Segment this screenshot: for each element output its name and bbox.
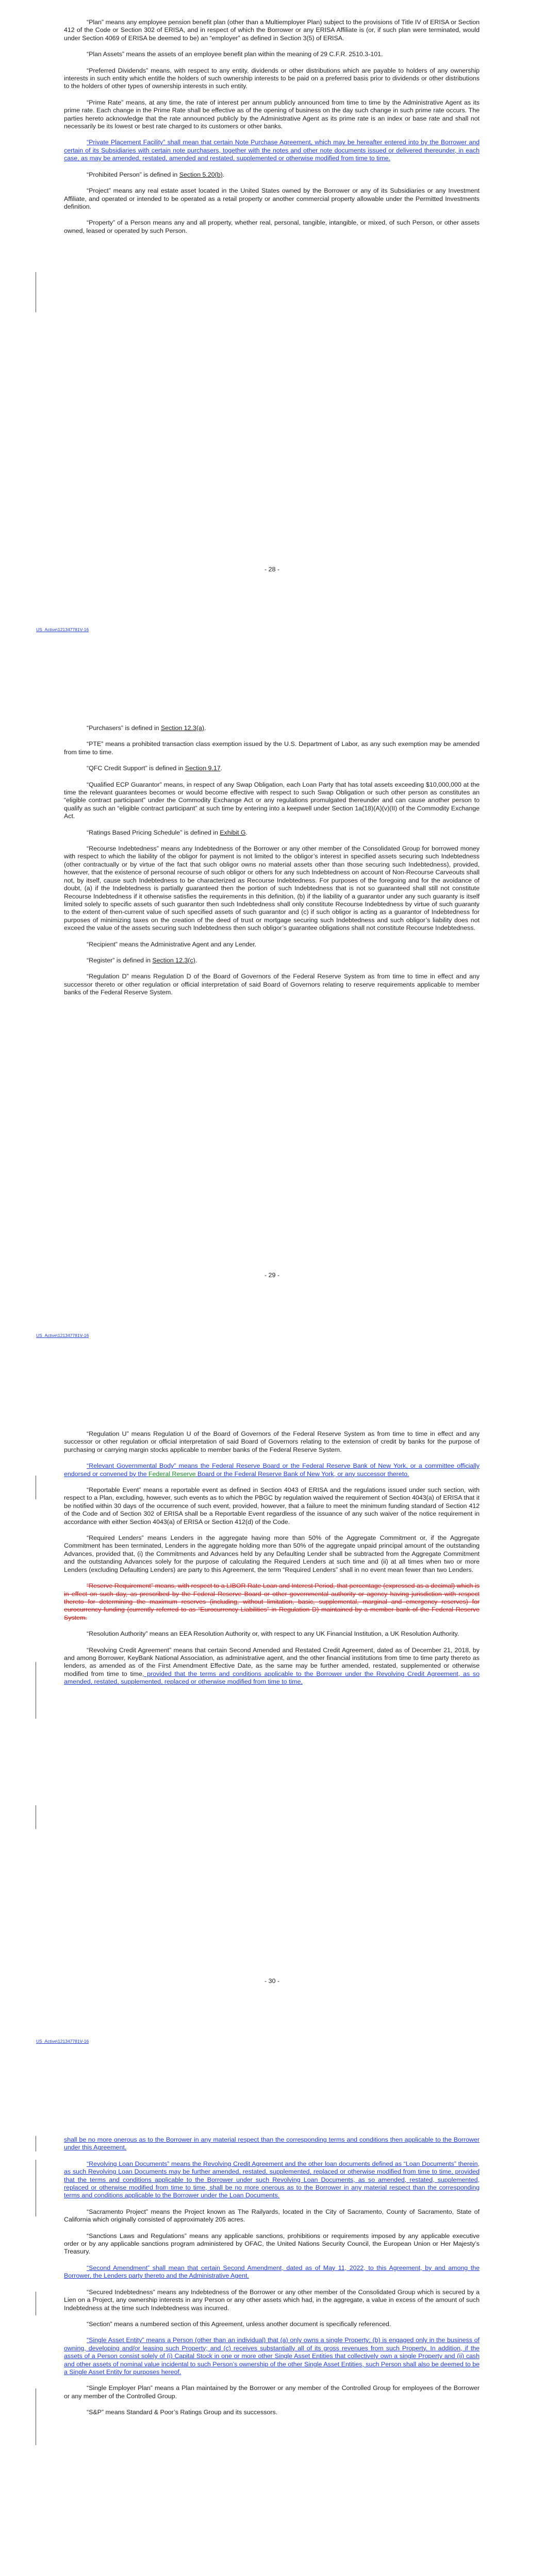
page-number: - 30 - — [265, 1977, 279, 1985]
definition-paragraph — [64, 765, 480, 772]
definition-paragraph — [64, 67, 480, 91]
page-31 — [0, 2117, 544, 2576]
page-31-content — [64, 2136, 480, 2425]
definition-paragraph — [64, 1462, 480, 1478]
definition-paragraph — [64, 99, 480, 131]
text-segment: “S&P” means Standard & Poor’s Ratings Group and its successors. — [87, 2409, 278, 2416]
text-segment: “Regulation U” means Regulation U of the Board of Governors of the Federal Reserve System as from time to time in effect and any successor or other regulation or official interpretation of said Board of Governors relating to the extension of credit by banks for the purpose of purchasing or carrying margin stocks applicable to member banks of the Federal Reserve System. — [64, 1430, 480, 1453]
text-segment: “Plan” means any employee pension benefit plan (other than a Multiemployer Plan) subject to the provisions of Title IV of ERISA or Section 412 of the Code or Section 302 of ERISA, and in respect of which the Borrower or any ERISA Affiliate is (or, if such plan were terminated, would under Section 4069 of ERISA be deemed to be) an “employer” as defined in Section 3(5) of ERISA. — [64, 19, 480, 42]
page-number: - 29 - — [265, 1272, 279, 1279]
page-29-content — [64, 724, 480, 1005]
text-segment: . — [245, 828, 248, 836]
text-segment: “Regulation D” means Regulation D of the Board of Governors of the Federal Reserve System as from time to time in effect and any successor thereto or other regulation or official interpretation of said Board of Governors relating to reserve requirements applicable to member banks of the Federal Reserve System. — [64, 973, 480, 996]
definition-paragraph — [64, 2336, 480, 2376]
doc-footer-id[interactable]: US_Active\121347781V-16 — [36, 627, 89, 632]
definition-paragraph — [64, 2289, 480, 2312]
definition-paragraph — [64, 2136, 480, 2152]
definition-paragraph — [64, 740, 480, 756]
definition-paragraph — [64, 957, 480, 964]
definition-paragraph — [64, 19, 480, 42]
definition-paragraph — [64, 941, 480, 948]
definition-paragraph — [64, 1486, 480, 1526]
text-segment: “Reportable Event” means a reportable event as defined in Section 4043 of ERISA and the regulations issued under such section, with respect to a Plan, excluding, however, such events as to which the PBGC by regulation waived the requirement of Section 4043(a) of ERISA that it be notified within 30 days of the occurrence of such event, provided, however, that a failure to meet the minimum funding standard of Section 412 of the Code and of Section 302 of ERISA shall be a Reportable Event regardless of the issuance of any such waiver of the notice requirement in accordance with either Section 4043(a) of ERISA or Section 412(d) of the Code. — [64, 1486, 480, 1526]
text-segment: “Recourse Indebtedness” means any Indebtedness of the Borrower or any other member of the Consolidated Group for borrowed money with respect to which the liability of the obligor for payment is not limited to the obligor’s interest in specified assets securing such Indebtedness (other contractually or by virtue of the fact that such obligor owns no material assets other than those securing such Indebtedness), provided, however, that the existence of personal recourse of such obligor or others for any such Indebtedness on account of Non-Recourse Carveouts shall not, by itself, cause such Indebtedness to be characterized as Recourse Indebtedness. For purposes of the foregoing and for the avoidance of doubt, (a) if the Indebtedness is partially guaranteed then the portion of such Indebtedness that is not so guaranteed shall still not constitute Recourse Indebtedness if it otherwise satisfies the requirements in this definition, (b) if the liability of a guarantor under any such guaranty is itself limited solely to specific assets of such guarantor then such Indebtedness shall only constitute Recourse Indebtedness by virtue of such guaranty to the extent of then-current value of such specified assets of such guarantor and (c) if such obligor is acting as a guarantor of Indebtedness for purposes of minimizing taxes on the creation of the deed of trust or mortgage securing such Indebtedness and such obligor’s liability does not exceed the value of the assets securing such Indebtedness then such obligor’s guarantee obligations shall not constitute Recourse Indebtedness. — [64, 845, 480, 932]
doc-footer-id[interactable]: US_Active\121347781V-16 — [36, 1333, 89, 1338]
definition-paragraph — [64, 2384, 480, 2400]
inserted-text: , provided that the terms and conditions applicable to the Borrower under the Revolving Credit Agreement, as so amended, restated, supplemented, replaced or otherwise modified from time to time, — [64, 1670, 480, 1686]
section-reference: Section 12.3(a) — [160, 724, 204, 732]
text-segment: “QFC Credit Support” is defined in — [87, 765, 185, 772]
text-segment: “Sacramento Project” means the Project known as The Railyards, located in the City of Sacramento, County of Sacramento, State of California which originally consisted of approximately 205 acres. — [64, 2208, 480, 2224]
text-segment: “Single Employer Plan” means a Plan maintained by the Borrower or any member of the Controlled Group for employees of the Borrower or any member of the Controlled Group. — [64, 2384, 480, 2400]
definition-paragraph — [64, 1430, 480, 1454]
definition-paragraph — [64, 1630, 480, 1638]
text-segment: . — [204, 724, 206, 732]
definition-paragraph — [64, 139, 480, 162]
text-segment: “Qualified ECP Guarantor” means, in respect of any Swap Obligation, each Loan Party that has total assets exceeding $10,000,000 at the time the relevant guarantees becomes or would become effective with respect to such Swap Obligation or such other person as constitutes an “eligible contract participant” under the Commodity Exchange Act or any regulations promulgated thereunder and can cause another person to qualify as such an “eligible contract participant” at such time by entering into a keepwell under Section 1a(18)(A)(v)(II) of the Commodity Exchange Act. — [64, 781, 480, 820]
definition-paragraph — [64, 2409, 480, 2416]
definition-paragraph — [64, 973, 480, 996]
text-segment: . — [220, 765, 223, 772]
page-number: - 28 - — [265, 566, 279, 573]
definition-paragraph — [64, 829, 480, 837]
text-segment: “Project” means any real estate asset located in the United States owned by the Borrower or any of its Subsidiaries or any Investment Affiliate, and operated or intended to be operated as a retail property or another commercial property allowable under the Permitted Investments definition. — [64, 187, 480, 210]
doc-footer-id[interactable]: US_Active\121347781V-16 — [36, 2039, 89, 2044]
text-segment: “Recipient” means the Administrative Agent and any Lender. — [87, 940, 257, 948]
section-reference: Exhibit G — [220, 828, 246, 836]
definition-paragraph — [64, 2264, 480, 2280]
definition-paragraph — [64, 1582, 480, 1622]
page-30 — [0, 1412, 544, 2117]
page-30-content — [64, 1430, 480, 1694]
text-segment: “Required Lenders” means Lenders in the aggregate having more than 50% of the Aggregate Commitment or, if the Aggregate Commitment has been terminated, Lenders in the aggregate holding more than 50% of the aggregate unpaid principal amount of the outstanding Advances, provided that, (i) the Commitments and Advances held by any Defaulting Lender shall be subtracted from the Aggregate Commitment and the outstanding Advances solely for the purpose of calculating the Required Lenders at such time and (ii) at all times when two or more Lenders (excluding Defaulting Lenders) are party to this Agreement, the term “Required Lenders” shall in no event mean fewer than two Lenders. — [64, 1534, 480, 1573]
definition-paragraph — [64, 187, 480, 211]
text-segment: “Secured Indebtedness” means any Indebtedness of the Borrower or any other member of the Consolidated Group which is secured by a Lien on a Project, any ownership interests in any Person or any other assets which had, in the aggregate, a value in excess of the amount of such Indebtedness at the time such Indebtedness was incurred. — [64, 2288, 480, 2312]
text-segment: “Register” is defined in — [87, 956, 153, 964]
text-segment: . — [195, 956, 197, 964]
inserted-text: “Relevant Governmental Body” means the Federal Reserve Board or the Federal Reserve Bank of New York, or a committee officially endorsed or convened by the — [64, 1462, 480, 1478]
text-segment: “Plan Assets” means the assets of an employee benefit plan within the meaning of 29 C.F.R. 2510.3-101. — [87, 50, 383, 58]
section-reference: Section 5.20(b) — [179, 171, 223, 178]
page-28 — [0, 0, 544, 706]
definition-paragraph — [64, 2232, 480, 2256]
text-segment: . — [222, 171, 225, 178]
inserted-text: “Private Placement Facility” shall mean that certain Note Purchase Agreement, which may be hereafter entered into by the Borrower and certain of its Subsidiaries with certain note purchasers, together with the notes and other note documents issued or delivered thereunder, in each case, as may be amended, restated, amended and restated, supplemented or otherwise modified from time to time. — [64, 139, 480, 162]
text-segment: “Section” means a numbered section of this Agreement, unless another document is specifically referenced. — [87, 2320, 391, 2328]
inserted-text: “Single Asset Entity” means a Person (other than an individual) that (a) only owns a single Property; (b) is engaged only in the business of owning, developing and/or leasing such Property; and (c) receives substantially all of its gross revenues from such Property. In addition, if the assets of a Person consist solely of (i) Capital Stock in one or more other Single Asset Entities that collectively own a single Property and (ii) cash and other assets of nominal value incidental to such Person’s ownership of the other Single Asset Entities, such Person shall also be deemed to be a Single Asset Entity for purposes hereof. — [64, 2336, 480, 2376]
text-segment: “Prohibited Person” is defined in — [87, 171, 179, 178]
text-segment: “Resolution Authority” means an EEA Resolution Authority or, with respect to any UK Financial Institution, a UK Resolution Authority. — [87, 1630, 459, 1638]
definition-paragraph — [64, 171, 480, 179]
inserted-text: Federal Reserve — [148, 1470, 196, 1478]
inserted-text: “Second Amendment” shall mean that certain Second Amendment, dated as of May 11, 2022, to this Agreement, by and among the Borrower, the Lenders party thereto and the Administrative Agent. — [64, 2264, 480, 2280]
definition-paragraph — [64, 2320, 480, 2328]
definition-paragraph — [64, 2160, 480, 2200]
definition-paragraph — [64, 724, 480, 732]
definition-paragraph — [64, 50, 480, 58]
text-segment: “Purchasers” is defined in — [87, 724, 161, 732]
text-segment: “Revolving Credit Agreement” means that certain Second Amended and Restated Credit Agreement, dated as of December 21, 2018, by and among Borrower, KeyBank National Association, as administrative agent, and the other financial institutions from time to time party thereto as lenders, as amended as of the First Amendment Effective Date, as the same may be further amended, restated, supplemented or otherwise modified from time to time — [64, 1646, 480, 1677]
page-28-content — [64, 19, 480, 243]
inserted-text: shall be no more onerous as to the Borrower in any material respect than the corresponding terms and conditions then applicable to the Borrower under this Agreement. — [64, 2136, 480, 2151]
section-reference: Section 9.17 — [185, 765, 221, 772]
definition-paragraph — [64, 219, 480, 235]
definition-paragraph — [64, 781, 480, 821]
text-segment: “Sanctions Laws and Regulations” means any applicable sanctions, prohibitions or requirements imposed by any applicable executive order or by any applicable sanctions program administered by OFAC, the United Nations Security Council, the European Union or Her Majesty’s Treasury. — [64, 2232, 480, 2256]
text-segment: “Prime Rate” means, at any time, the rate of interest per annum publicly announced from time to time by the Administrative Agent as its prime rate. Each change in the Prime Rate shall be effective as of the opening of business on the day such change in such prime rate occurs. The parties hereto acknowledge that the rate announced publicly by the Administrative Agent as its prime rate is an index or base rate and shall not necessarily be its lowest or best rate charged to its customers or other banks. — [64, 98, 480, 130]
page-29 — [0, 706, 544, 1412]
deleted-text: “Reserve Requirement” means, with respect to a LIBOR Rate Loan and Interest Period, that percentage (expressed as a decimal) which is in effect on such day, as prescribed by the Federal Reserve Board or other governmental authority or agency having jurisdiction with respect thereto for determining the maximum reserves (including, without limitation, basic, supplemental, marginal and emergency reserves) for eurocurrency funding (currently referred to as “Eurocurrency Liabilities” in Regulation D) maintained by a member bank of the Federal Reserve System. — [64, 1582, 480, 1621]
definition-paragraph — [64, 845, 480, 932]
text-segment: “Ratings Based Pricing Schedule” is defined in — [87, 828, 220, 836]
definition-paragraph — [64, 1534, 480, 1574]
section-reference: Section 12.3(c) — [152, 956, 195, 964]
text-segment: “Property” of a Person means any and all property, whether real, personal, tangible, intangible, or mixed, of such Person, or other assets owned, leased or operated by such Person. — [64, 219, 480, 234]
text-segment: “Preferred Dividends” means, with respect to any entity, dividends or other distributions which are payable to holders of any ownership interests in such entity which entitle the holders of such ownership interests to be paid on a preferred basis prior to dividends or other distributions to the holders of other types of ownership interests in such entity. — [64, 66, 480, 90]
text-segment: “PTE” means a prohibited transaction class exemption issued by the U.S. Department of Labor, as any such exemption may be amended from time to time. — [64, 740, 480, 756]
definition-paragraph — [64, 2208, 480, 2224]
inserted-text: “Revolving Loan Documents” means the Revolving Credit Agreement and the other loan documents defined as “Loan Documents” therein, as such Revolving Loan Documents may be further amended, restated, supplemented, replaced or otherwise modified from time to time, provided that the terms and conditions applicable to the Borrower under such Revolving Loan Documents, as so amended, restated, supplemented, replaced or otherwise modified from time to time, shall be no more onerous as to the Borrower in any material respect than the corresponding terms and conditions applicable to the Borrower under the Loan Documents. — [64, 2160, 480, 2199]
inserted-text: Board or the Federal Reserve Bank of New York, or any successor thereto. — [195, 1470, 409, 1478]
definition-paragraph — [64, 1647, 480, 1686]
